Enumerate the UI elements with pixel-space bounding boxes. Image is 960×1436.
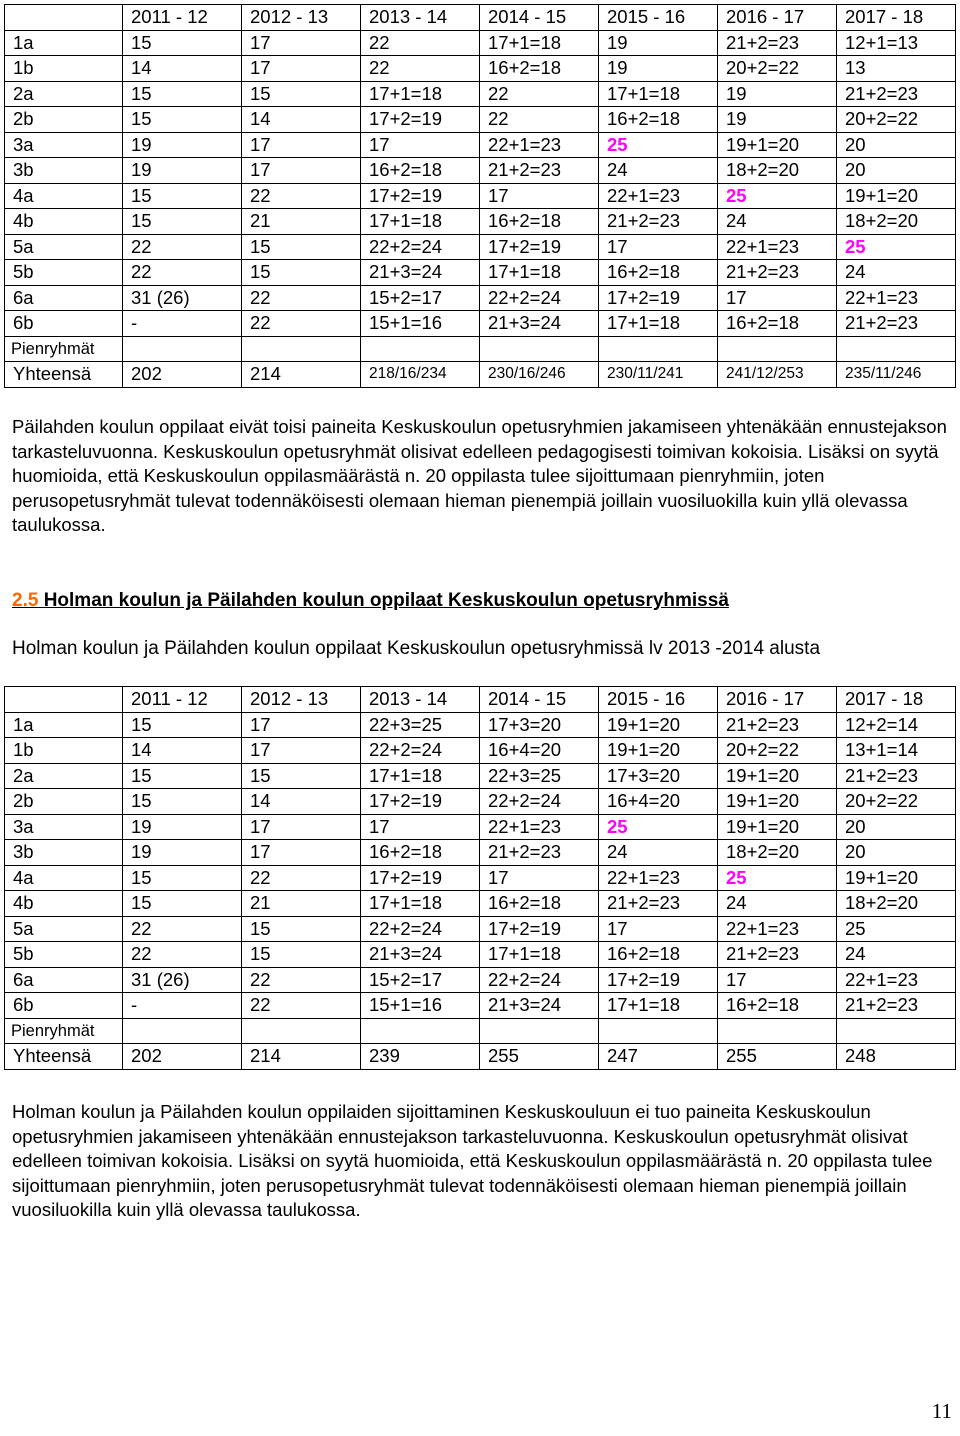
table-cell: 17 <box>480 183 599 209</box>
table-cell: 22 <box>123 234 242 260</box>
table-cell: 22 <box>242 311 361 337</box>
table-cell: 15 <box>242 81 361 107</box>
table-cell: 15 <box>123 107 242 133</box>
row-label: 2b <box>5 789 123 815</box>
table-row <box>5 942 956 968</box>
table-cell: 17 <box>718 285 837 311</box>
table-cell: 24 <box>599 158 718 184</box>
row-label: Pienryhmät <box>5 1018 123 1044</box>
table-cell: 214 <box>242 1044 361 1070</box>
table-cell: 17 <box>242 56 361 82</box>
table-cell: 19+1=20 <box>718 789 837 815</box>
table-row <box>5 107 956 133</box>
table-cell: 22+3=25 <box>361 712 480 738</box>
table-cell <box>242 336 361 362</box>
table-cell <box>361 1018 480 1044</box>
table-cell: 21+2=23 <box>837 81 956 107</box>
table-cell <box>837 336 956 362</box>
table-cell: 15 <box>123 209 242 235</box>
table-cell: - <box>123 993 242 1019</box>
table-cell: 22+2=24 <box>480 967 599 993</box>
table-cell: 31 (26) <box>123 967 242 993</box>
table-cell <box>480 1018 599 1044</box>
table-cell: 17+2=19 <box>361 789 480 815</box>
paragraph-holma-paalahti-impact: Holman koulun ja Päilahden koulun oppilaiden sijoittaminen Keskuskouluun ei tuo paineita Keskuskoulun opetusryhmien jakamiseen yhtenäkään ennustejakson tarkasteluvuonna. Keskuskoulun opetusryhmät olisivat edelleen toimivan kokoisia. Lisäksi on syytä huomioida, että Keskuskoulun oppilasmäärästä n. 20 oppilasta tulee sijoittumaan pienryhmiin, joten perusopetusryhmät tulevat todennäköisesti olemaan hieman pienempiä joillain vuosiluokilla kuin yllä olevassa taulukossa. <box>12 1101 933 1220</box>
table-cell: 21 <box>242 209 361 235</box>
header-cell: 2011 - 12 <box>123 5 242 31</box>
table-row <box>5 234 956 260</box>
page-number: 11 <box>931 1399 952 1423</box>
table-cell: 18+2=20 <box>718 158 837 184</box>
row-label: 3b <box>5 158 123 184</box>
class-size-table-holma-paalahti <box>4 686 956 1070</box>
table-cell <box>718 1018 837 1044</box>
table-cell <box>599 336 718 362</box>
table-cell: 15 <box>242 763 361 789</box>
table-cell: 19 <box>718 107 837 133</box>
header-cell: 2012 - 13 <box>242 5 361 31</box>
row-label: 6b <box>5 311 123 337</box>
header-cell: 2012 - 13 <box>242 687 361 713</box>
header-cell: 2016 - 17 <box>718 687 837 713</box>
table-cell: 15+2=17 <box>361 967 480 993</box>
row-label: Yhteensä <box>5 362 123 388</box>
row-label: Pienryhmät <box>5 336 123 362</box>
table-cell: 22 <box>242 865 361 891</box>
table-cell: 17+2=19 <box>480 916 599 942</box>
table-cell: 19 <box>123 840 242 866</box>
table-cell: 22+1=23 <box>480 132 599 158</box>
table-cell: 22+2=24 <box>480 285 599 311</box>
table-cell: 20 <box>837 840 956 866</box>
table-cell: 12+1=13 <box>837 30 956 56</box>
table-cell: 21+2=23 <box>718 30 837 56</box>
table-cell: 21 <box>242 891 361 917</box>
table-cell: 22+2=24 <box>480 789 599 815</box>
table-cell: 16+4=20 <box>480 738 599 764</box>
table-cell: 18+2=20 <box>837 209 956 235</box>
table-cell: 235/11/246 <box>837 362 956 388</box>
table-cell: 17+1=18 <box>361 209 480 235</box>
table-cell: 17+2=19 <box>361 183 480 209</box>
row-label: 1a <box>5 30 123 56</box>
table-cell: 17 <box>242 158 361 184</box>
row-label: 1b <box>5 56 123 82</box>
table-cell: 17 <box>718 967 837 993</box>
row-label: 2a <box>5 81 123 107</box>
table-cell: 20 <box>837 814 956 840</box>
header-row <box>5 5 956 31</box>
table-cell: 22+1=23 <box>480 814 599 840</box>
table-cell <box>123 1018 242 1044</box>
table-cell: 25 <box>599 814 718 840</box>
table-row <box>5 763 956 789</box>
header-cell: 2015 - 16 <box>599 687 718 713</box>
row-label: 4b <box>5 209 123 235</box>
table-cell: 17+3=20 <box>480 712 599 738</box>
table-cell: 22 <box>123 916 242 942</box>
table-row <box>5 916 956 942</box>
table-cell <box>480 336 599 362</box>
table-row <box>5 183 956 209</box>
table-cell: 17+1=18 <box>361 81 480 107</box>
table-cell: 248 <box>837 1044 956 1070</box>
table-cell: 24 <box>837 260 956 286</box>
table-cell: 22 <box>361 30 480 56</box>
table-row <box>5 814 956 840</box>
table-cell: 19 <box>123 132 242 158</box>
table-cell: 230/16/246 <box>480 362 599 388</box>
header-cell: 2016 - 17 <box>718 5 837 31</box>
table-row <box>5 260 956 286</box>
table-row <box>5 336 956 362</box>
table-row <box>5 840 956 866</box>
table-row <box>5 81 956 107</box>
table-cell: 15 <box>123 183 242 209</box>
table-cell: 241/12/253 <box>718 362 837 388</box>
table-cell: 17+1=18 <box>480 942 599 968</box>
header-cell: 2013 - 14 <box>361 5 480 31</box>
table-cell: 20+2=22 <box>837 107 956 133</box>
table-row <box>5 865 956 891</box>
table-row <box>5 891 956 917</box>
table-cell: 15+1=16 <box>361 311 480 337</box>
table-cell: 14 <box>123 738 242 764</box>
table-cell: 17+2=19 <box>361 107 480 133</box>
table-cell: 20+2=22 <box>718 56 837 82</box>
table-cell: 22 <box>242 967 361 993</box>
header-cell: 2017 - 18 <box>837 5 956 31</box>
table-cell: 218/16/234 <box>361 362 480 388</box>
table-cell: 24 <box>837 942 956 968</box>
table-cell: 16+4=20 <box>599 789 718 815</box>
table-cell: 19+1=20 <box>718 763 837 789</box>
table-cell: 21+2=23 <box>837 763 956 789</box>
table-row <box>5 132 956 158</box>
section-number: 2.5 <box>12 590 39 611</box>
table-cell: 17 <box>242 712 361 738</box>
table-cell: 17 <box>599 234 718 260</box>
table-cell: 21+2=23 <box>599 891 718 917</box>
table-row <box>5 311 956 337</box>
table-cell: 21+3=24 <box>361 942 480 968</box>
table-cell: 24 <box>718 891 837 917</box>
row-label: 1a <box>5 712 123 738</box>
table-cell: 22 <box>123 942 242 968</box>
table-cell: 214 <box>242 362 361 388</box>
table-cell: 24 <box>718 209 837 235</box>
table-cell: 24 <box>599 840 718 866</box>
table-cell: 19 <box>123 158 242 184</box>
table-row <box>5 56 956 82</box>
header-row <box>5 687 956 713</box>
row-label: Yhteensä <box>5 1044 123 1070</box>
table-cell: 21+2=23 <box>480 840 599 866</box>
table-cell: 20 <box>837 158 956 184</box>
table-cell: 19 <box>599 30 718 56</box>
table-row <box>5 993 956 1019</box>
table-cell: 19+1=20 <box>599 712 718 738</box>
table-cell <box>361 336 480 362</box>
table-cell: 22+1=23 <box>718 234 837 260</box>
table-cell <box>599 1018 718 1044</box>
row-label: 4a <box>5 183 123 209</box>
table-row <box>5 30 956 56</box>
table-cell: 20+2=22 <box>718 738 837 764</box>
table-cell: 13 <box>837 56 956 82</box>
row-label: 3a <box>5 132 123 158</box>
table-cell: 16+2=18 <box>599 260 718 286</box>
table-row <box>5 712 956 738</box>
table-cell: 16+2=18 <box>718 993 837 1019</box>
table-cell: 22+2=24 <box>361 916 480 942</box>
table-cell: 17+2=19 <box>361 865 480 891</box>
table-row <box>5 738 956 764</box>
header-cell: 2014 - 15 <box>480 687 599 713</box>
table-cell: 15 <box>242 916 361 942</box>
table-row <box>5 1018 956 1044</box>
table-cell: 15 <box>123 865 242 891</box>
table-cell: 15 <box>242 260 361 286</box>
table-cell: 21+3=24 <box>480 993 599 1019</box>
table-cell: 239 <box>361 1044 480 1070</box>
table-cell: 17 <box>599 916 718 942</box>
row-label: 6b <box>5 993 123 1019</box>
header-corner <box>5 5 123 31</box>
table-cell: 16+2=18 <box>480 891 599 917</box>
table-cell <box>123 336 242 362</box>
row-label: 5b <box>5 942 123 968</box>
table-cell: 16+2=18 <box>480 56 599 82</box>
table-row <box>5 362 956 388</box>
table-cell: 21+3=24 <box>480 311 599 337</box>
row-label: 2b <box>5 107 123 133</box>
table-cell: 21+3=24 <box>361 260 480 286</box>
table-cell: 16+2=18 <box>361 840 480 866</box>
table-cell: 19 <box>599 56 718 82</box>
table-cell: 15+1=16 <box>361 993 480 1019</box>
table-cell: 17+1=18 <box>480 30 599 56</box>
row-label: 6a <box>5 285 123 311</box>
row-label: 4b <box>5 891 123 917</box>
table-cell: 255 <box>718 1044 837 1070</box>
table-cell: 17+1=18 <box>361 763 480 789</box>
table-cell: 14 <box>242 107 361 133</box>
table-cell: - <box>123 311 242 337</box>
table-cell: 21+2=23 <box>718 712 837 738</box>
header-corner <box>5 687 123 713</box>
table-cell: 13+1=14 <box>837 738 956 764</box>
table-cell: 31 (26) <box>123 285 242 311</box>
table-cell: 22 <box>242 993 361 1019</box>
table-cell: 17 <box>242 738 361 764</box>
table-cell: 16+2=18 <box>599 107 718 133</box>
table-row <box>5 285 956 311</box>
table-cell: 22 <box>480 107 599 133</box>
table-cell: 22+2=24 <box>361 234 480 260</box>
header-cell: 2014 - 15 <box>480 5 599 31</box>
header-cell: 2015 - 16 <box>599 5 718 31</box>
table-cell: 22 <box>242 183 361 209</box>
section-heading <box>12 589 729 613</box>
table-cell: 17+2=19 <box>599 967 718 993</box>
table-cell: 17 <box>242 814 361 840</box>
table-cell: 17+3=20 <box>599 763 718 789</box>
row-label: 2a <box>5 763 123 789</box>
table-cell: 19+1=20 <box>718 132 837 158</box>
table-cell: 17+1=18 <box>361 891 480 917</box>
table-cell: 17+1=18 <box>599 993 718 1019</box>
table-cell: 19+1=20 <box>718 814 837 840</box>
table-cell: 15+2=17 <box>361 285 480 311</box>
table-cell <box>718 336 837 362</box>
table-cell: 12+2=14 <box>837 712 956 738</box>
paragraph-paalahti-impact: Päilahden koulun oppilaat eivät toisi paineita Keskuskoulun opetusryhmien jakamiseen yhtenäkään ennustejakson tarkasteluvuonna. Keskuskoulun opetusryhmät olisivat edelleen pedagogisesti toimivan kokoisia. Lisäksi on syytä huomioida, että Keskuskoulun oppilasmäärästä n. 20 oppilasta tulee sijoittumaan pienryhmiin, joten perusopetusryhmät tulevat todennäköisesti olemaan hieman pienempiä joillain vuosiluokilla kuin yllä olevassa taulukossa. <box>12 416 947 535</box>
table-cell: 20+2=22 <box>837 789 956 815</box>
section-title: Holman koulun ja Päilahden koulun oppilaat Keskuskoulun opetusryhmissä <box>43 590 729 611</box>
table-cell: 17+2=19 <box>599 285 718 311</box>
class-size-table-paalahti <box>4 4 956 388</box>
row-label: 3a <box>5 814 123 840</box>
table-cell <box>242 1018 361 1044</box>
table-cell: 22+3=25 <box>480 763 599 789</box>
table-cell: 19 <box>718 81 837 107</box>
row-label: 5b <box>5 260 123 286</box>
row-label: 3b <box>5 840 123 866</box>
table-cell: 15 <box>123 789 242 815</box>
table-cell: 14 <box>242 789 361 815</box>
table-row <box>5 967 956 993</box>
table-cell: 19 <box>123 814 242 840</box>
table-cell: 19+1=20 <box>837 865 956 891</box>
table-cell: 22 <box>123 260 242 286</box>
header-cell: 2011 - 12 <box>123 687 242 713</box>
table-cell: 16+2=18 <box>718 311 837 337</box>
table-cell: 15 <box>123 81 242 107</box>
table-cell: 21+2=23 <box>480 158 599 184</box>
table-cell: 21+2=23 <box>718 942 837 968</box>
table-cell: 16+2=18 <box>599 942 718 968</box>
row-label: 6a <box>5 967 123 993</box>
table-cell: 22+1=23 <box>837 285 956 311</box>
table-row <box>5 158 956 184</box>
table-cell: 25 <box>599 132 718 158</box>
table-cell: 19+1=20 <box>599 738 718 764</box>
table-row <box>5 1044 956 1070</box>
row-label: 4a <box>5 865 123 891</box>
table-cell: 21+2=23 <box>837 311 956 337</box>
table-caption: Holman koulun ja Päilahden koulun oppilaat Keskuskoulun opetusryhmissä lv 2013 -2014 alusta <box>12 638 821 659</box>
header-cell: 2017 - 18 <box>837 687 956 713</box>
row-label: 5a <box>5 234 123 260</box>
table-cell: 14 <box>123 56 242 82</box>
table-cell: 15 <box>123 763 242 789</box>
table-cell: 17 <box>242 840 361 866</box>
table-cell: 25 <box>718 865 837 891</box>
table-cell: 17+1=18 <box>480 260 599 286</box>
table-cell: 247 <box>599 1044 718 1070</box>
table-cell: 202 <box>123 362 242 388</box>
table-cell: 15 <box>123 30 242 56</box>
table-cell: 22+2=24 <box>361 738 480 764</box>
table-cell: 22 <box>480 81 599 107</box>
table-cell: 15 <box>242 234 361 260</box>
table-cell: 15 <box>242 942 361 968</box>
table-cell: 15 <box>123 712 242 738</box>
table-cell: 17+1=18 <box>599 81 718 107</box>
table-cell: 22+1=23 <box>599 183 718 209</box>
table-cell: 255 <box>480 1044 599 1070</box>
table-cell <box>837 1018 956 1044</box>
table-cell: 17 <box>242 30 361 56</box>
table-cell: 22+1=23 <box>837 967 956 993</box>
table-cell: 17 <box>361 814 480 840</box>
table-cell: 25 <box>837 234 956 260</box>
header-cell: 2013 - 14 <box>361 687 480 713</box>
table-cell: 22 <box>361 56 480 82</box>
table-cell: 230/11/241 <box>599 362 718 388</box>
table-cell: 22 <box>242 285 361 311</box>
table-cell: 17 <box>361 132 480 158</box>
table-cell: 18+2=20 <box>718 840 837 866</box>
table-cell: 16+2=18 <box>480 209 599 235</box>
table-cell: 25 <box>837 916 956 942</box>
table-cell: 21+2=23 <box>718 260 837 286</box>
table-cell: 202 <box>123 1044 242 1070</box>
table-cell: 22+1=23 <box>718 916 837 942</box>
table-cell: 17 <box>480 865 599 891</box>
table-cell: 17 <box>242 132 361 158</box>
table-cell: 20 <box>837 132 956 158</box>
table-cell: 18+2=20 <box>837 891 956 917</box>
table-cell: 25 <box>718 183 837 209</box>
table-cell: 15 <box>123 891 242 917</box>
row-label: 1b <box>5 738 123 764</box>
table-cell: 22+1=23 <box>599 865 718 891</box>
table-cell: 17+1=18 <box>599 311 718 337</box>
table-cell: 21+2=23 <box>837 993 956 1019</box>
row-label: 5a <box>5 916 123 942</box>
table-cell: 19+1=20 <box>837 183 956 209</box>
table-cell: 17+2=19 <box>480 234 599 260</box>
table-cell: 21+2=23 <box>599 209 718 235</box>
table-cell: 16+2=18 <box>361 158 480 184</box>
table-row <box>5 209 956 235</box>
table-row <box>5 789 956 815</box>
